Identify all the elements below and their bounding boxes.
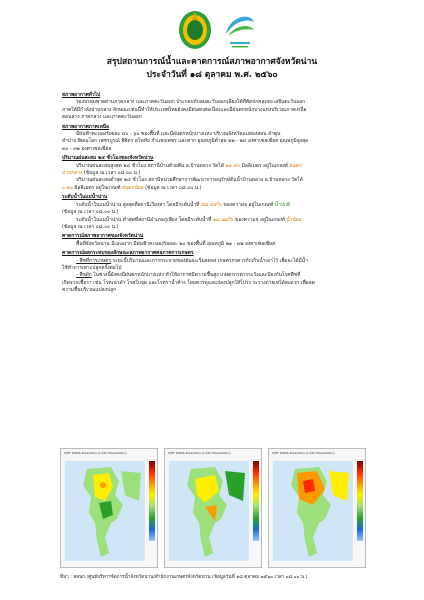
north-text-2: ลำปาง พิษณุโลก เพชรบูรณ์ พิจิตร สุโขทัย กำแพงเพชร และตาก อุณหภูมิต่ำสุด ๒๒ - ๒๔ องศาเซลเซียส อุณหภูมิสูงสุด [62,138,309,145]
rain-min-value: ๐.๒๐ [62,184,73,191]
general-text-2: ภาคใต้มีกำลังปานกลาง ลักษณะเช่นนี้ทำให้ประเทศไทยยังคงมีฝนตกต่อเนื่องและมีฝนตกหนักบางแห่งบริเวณภาคเหนือ [62,106,307,113]
rain-min-text: มิลลิเมตร อยู่ในเกณฑ์ [72,184,123,191]
document-title [0,56,424,82]
impact-crop-line [62,258,364,265]
rain-forecast-map-3 [268,448,366,568]
north-text-1: มีฝนฟ้าคะนองร้อยละ ๔๐ - ๖๐ ของพื้นที่ และมีฝนตกหนักบางแห่ง บริเวณจังหวัดแม่ฮ่องสอน ลำพูน [76,131,281,138]
rain-forecast-map-2 [164,448,262,568]
rain-max-time: (ข้อมูล ณ เวลา ๐๘.๐๐ น.) [82,170,141,177]
river-max-level: น้ำปกติ [274,201,291,208]
impact-fruit-text: ในช่วงนี้ยังคงมีฝนตกหนักบางแห่ง ทำให้อากาศมีความชื้นสูง เกษตรกรควรระวังและป้องกันโรคพืชที่ [91,272,301,279]
map-legend-1 [149,461,155,541]
impact-fruit-label: - พืชผัก [76,272,92,279]
haii-logo-icon [222,8,258,52]
heading-north: สภาพอากาศภาคเหนือ [62,123,110,130]
map-title-3: WRF ROMS Prediction of 24h Precipitation [272,451,335,455]
impact-fruit-line [62,272,364,279]
rain-min-time: (ข้อมูล ณ เวลา ๐๘.๐๐ น.) [143,184,202,191]
rain-forecast-map-icon [273,461,353,561]
report-body [62,90,364,295]
rain-max-text: ปริมาณฝนสะสมสูงสุด ๒๔ ชั่วโมง สถานีบ้านห้วยตีน อ.บ้านหลวง วัดได้ [76,162,226,169]
map-title-1: WRF ROMS Prediction of 24h Precipitation [64,451,127,455]
impact-crop-text: ระยะนี้ปริมาณและการกระจายของฝนจะเริ่มลดลง เกษตรกรควรกักเก็บน้ำเอาไว้ เพื่อจะได้มีน้ำ [111,257,308,264]
north-text-3: ๓๐ - ๓๒ องศาเซลเซียส [62,145,112,152]
rain-min-level: ฝนตกน้อย [122,184,144,191]
river-min-time: (ข้อมูล ณ เวลา ๐๘.๐๐ น.) [62,223,119,230]
rain-forecast-map-1 [60,448,158,568]
heading-river: ระดับน้ำในแม่น้ำน่าน [62,194,108,201]
title-line-1: สรุปสถานการณ์น้ำและคาดการณ์สภาพอากาศจังหวัดน่าน [106,57,318,67]
rain-min-line-2 [62,185,364,192]
impact-fruit-line-3: ความชื้นบริเวณแปลงปลูก [62,287,117,294]
map-title-2: WRF ROMS Prediction of 24h Precipitation [168,451,231,455]
general-text-3: ตอนล่าง ภาคกลาง และภาคตะวันออก [62,114,142,121]
river-min-text-b: ของความจุ อยู่ในเกณฑ์ [233,216,287,223]
rain-min-line: ปริมาณฝนสะสมต่ำสุด ๒๔ ชั่วโมง สถานีหน่วยศึกษาการพัฒนาการอนุรักษ์ต้นน้ำบ้านหลวง อ.บ้านหลวง วัดได้ [76,177,303,184]
royal-irrigation-emblem-icon [176,6,214,52]
impact-crop-label: - พืชที่การเกษตร [76,257,112,264]
heading-impact: คาดการณ์ผลกระทบของลักษณะสภาพอากาศต่อภาคการเกษตร [62,250,194,257]
river-max-line [62,202,364,209]
river-max-text: ระดับน้ำในแม่น้ำน่าน สูงสุดที่สถานีเวียงสา โดยมีระดับน้ำที่ [76,201,201,208]
rain-forecast-map-icon [65,461,145,561]
rain-max-value: ๒๑.๕๐ [225,162,241,169]
impact-crop-line-2: ใช้ทำการเพาะปลูกครั้งต่อไป [62,264,122,271]
river-max-value: ๕๘.๕๙% [200,201,222,208]
river-max-text-b: ของความจุ อยู่ในเกณฑ์ [221,201,275,208]
map-legend-2 [253,461,259,541]
rain-forecast-map-icon [169,461,249,561]
impact-fruit-line-2: เกิดจากเชื้อรา เช่น โรคเน่าดำ โรคใบจุด และโรคราน้ำค้าง โดยควรดูแลแปลงปลูกให้โปร่ง ระวางถ่ายเทได้สะดวก เพื่อลด [62,279,315,286]
heading-rain: ปริมาณฝนสะสม ๒๔ ชั่วโมงของจังหวัดน่าน [62,155,154,162]
river-max-time: (ข้อมูล ณ เวลา ๐๘.๐๐ น.) [62,209,119,216]
heading-forecast: คาดการณ์สภาพอากาศของจังหวัดน่าน [62,233,144,240]
title-line-2: ประจำวันที่ ๑๘ ตุลาคม พ.ศ. ๒๕๖๐ [146,70,278,80]
heading-general: สภาพอากาศทั่วไป [62,92,101,98]
general-text-1: ร่องมรสุมพาดผ่านภาคกลาง และภาคตะวันออก ประกอบกับลมตะวันออกเฉียงใต้ที่พัดปกคลุมทะเลจีนตะวันออก [76,99,306,106]
header-logos [0,6,424,56]
rain-max-level: ฝนตก [289,162,302,169]
river-min-text: ระดับน้ำในแม่น้ำน่าน ต่ำสุดที่สถานีอำเภอภูเพียง โดยมีระดับน้ำที่ [76,216,213,223]
river-min-line [62,217,364,224]
forecast-text: พื้นที่จังหวัดน่าน มีเมฆมาก มีฝนฟ้าคะนองร้อยละ ๒๐ ของพื้นที่ อุณหภูมิ ๒๑ - ๓๒ องศาเซลเซียส [76,240,276,247]
rain-max-level-b: ปานกลาง [62,170,83,177]
rain-max-text-b: มิลลิเมตร อยู่ในเกณฑ์ [240,162,290,169]
forecast-maps [60,448,366,566]
river-min-level: น้ำน้อย [286,216,302,223]
map-legend-3 [357,461,363,541]
river-min-value: ๑๘.๗๘% [212,216,234,223]
rain-max-line [62,163,364,170]
source-note: ที่มา : สสนก./ศูนย์บริหารจัดการน้ำจังหวัดน่าน/สำนักงานเกษตรจังหวัดน่าน (ข้อมูลวันที่ ๑๘ ตุลาคม ๒๕๖๐ เวลา ๐๘.๐๐ น.) [60,575,308,580]
